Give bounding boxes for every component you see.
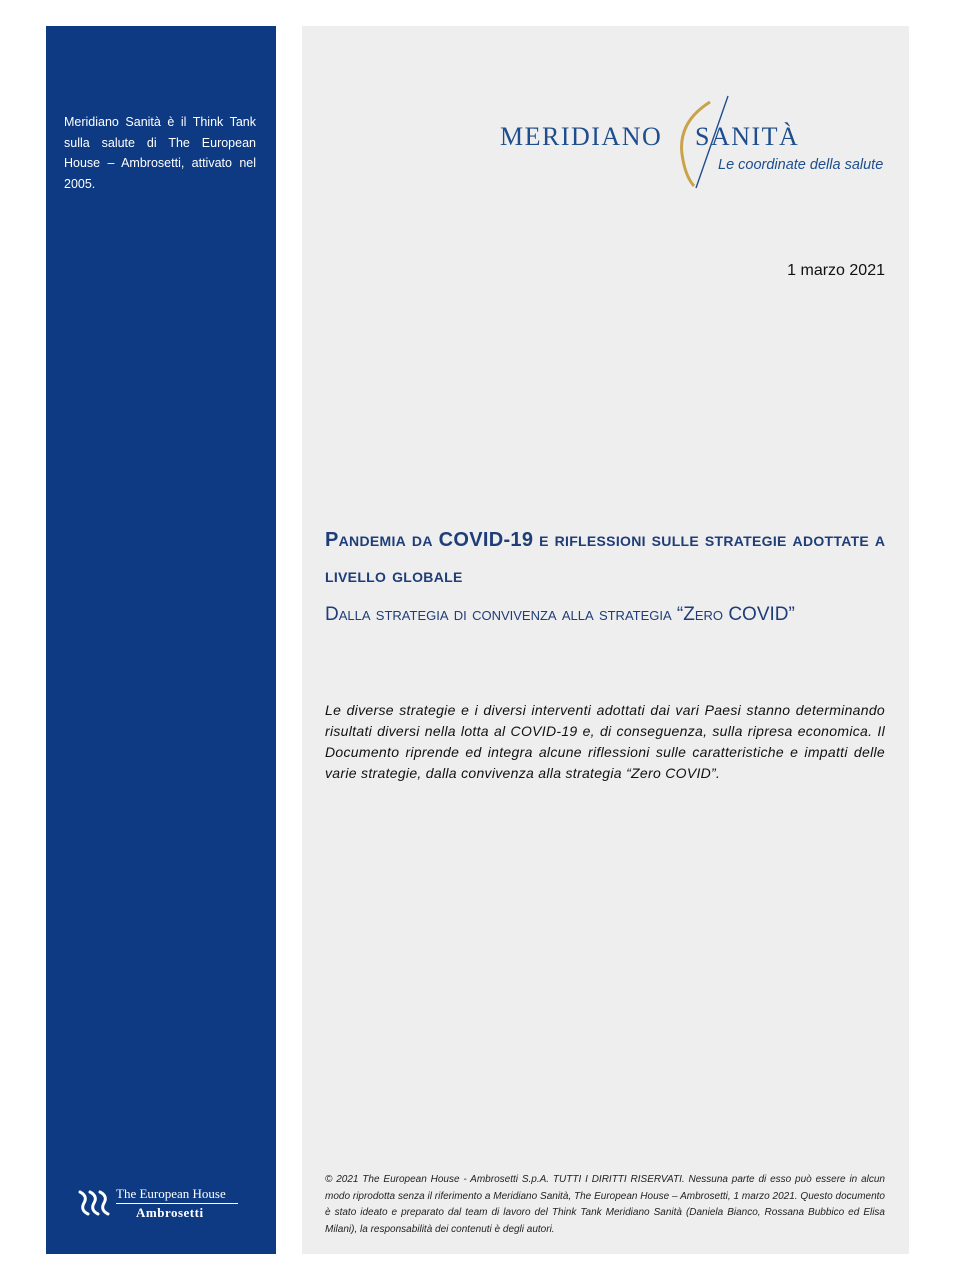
sidebar-intro: Meridiano Sanità è il Think Tank sulla salute di The European House – Ambrosetti, attivato nel 2005. [64, 115, 256, 191]
logo-word-sanita: SANITÀ [695, 122, 800, 151]
european-house-logo [74, 1184, 254, 1224]
logo-tagline: Le coordinate della salute [718, 157, 884, 173]
document-subtitle: Dalla strategia di convivenza alla strategia “Zero COVID” [325, 604, 795, 625]
sidebar [46, 26, 276, 1254]
copyright-notice: © 2021 The European House - Ambrosetti S.p.A. TUTTI I DIRITTI RISERVATI. Nessuna parte di esso può essere in alcun modo riprodotta senza il riferimento a Meridiano Sanità, The European House – Ambrosetti, 1 marzo 2021. Questo documento è stato ideato e preparato dal team di lavoro del Think Tank Meridiano Sanità (Daniela Bianco, Rossana Bubbico ed Elisa Milani), la responsabilità dei contenuti è degli autori. [325, 1174, 885, 1235]
european-house-logo-line1: The European House [116, 1186, 226, 1201]
main-panel [302, 26, 909, 1254]
european-house-logo-line2: Ambrosetti [136, 1205, 204, 1220]
european-house-mark-icon [74, 1186, 114, 1220]
european-house-logo-rule [116, 1203, 238, 1204]
logo-word-meridiano: MERIDIANO [500, 122, 663, 151]
document-date: 1 marzo 2021 [787, 262, 885, 279]
document-title: Pandemia da COVID-19 e riflessioni sulle strategie adottate a livello globale [325, 529, 886, 587]
meridiano-sanita-logo [500, 92, 900, 192]
document-abstract: Le diverse strategie e i diversi interventi adottati dai vari Paesi stanno determinando risultati diversi nella lotta al COVID-19 e, di conseguenza, sulla ripresa economica. Il Documento riprende ed integra alcune riflessioni sulle caratteristiche e impatti delle varie strategie, dalla convivenza alla strategia “Zero COVID”. [325, 702, 885, 781]
